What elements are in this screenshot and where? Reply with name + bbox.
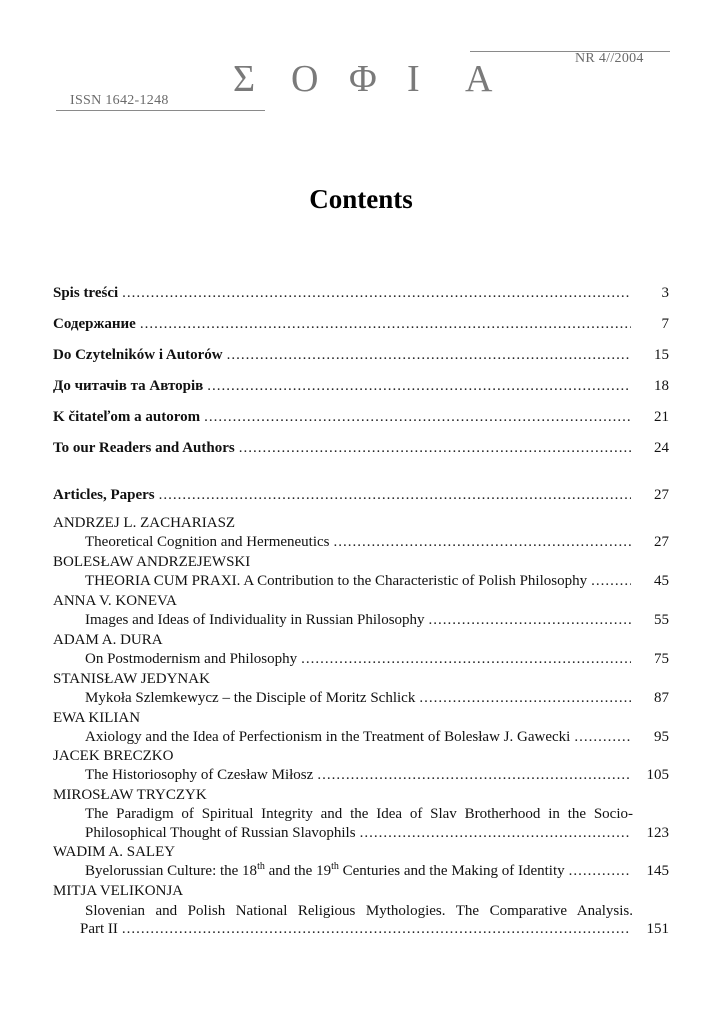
issn-label: ISSN 1642-1248 bbox=[70, 93, 169, 108]
issn-rule bbox=[56, 110, 265, 111]
article-author: JACEK BRECZKO bbox=[53, 748, 174, 764]
toc-section-title: Articles, Papers bbox=[53, 487, 155, 503]
article-title-line: Slovenian and Polish National Religious Mythologies. The Comparative Analysis. bbox=[85, 903, 633, 919]
article-entry[interactable] bbox=[85, 726, 669, 746]
article-page: 151 bbox=[646, 921, 669, 937]
title-part: Byelorussian Culture: the 18 bbox=[85, 863, 258, 879]
toc-entry-title: Spis treści bbox=[53, 285, 119, 301]
article-entry[interactable] bbox=[85, 648, 669, 668]
leader-dots bbox=[159, 486, 631, 504]
article-page: 145 bbox=[646, 863, 669, 879]
article-page: 123 bbox=[646, 825, 669, 841]
article-page: 55 bbox=[654, 612, 669, 628]
article-entry[interactable] bbox=[85, 570, 669, 590]
toc-section-articles[interactable] bbox=[53, 484, 669, 504]
masthead-letter: Φ bbox=[349, 58, 377, 100]
leader-dots bbox=[591, 572, 631, 590]
masthead-letter: Ι bbox=[407, 58, 420, 100]
leader-dots bbox=[239, 439, 631, 457]
toc-entry-page: 15 bbox=[654, 347, 669, 363]
article-title: Axiology and the Idea of Perfectionism in the Treatment of Bolesław J. Gawecki bbox=[85, 729, 571, 745]
toc-entry-page: 21 bbox=[654, 409, 669, 425]
superscript: th bbox=[257, 861, 265, 872]
toc-entry-soderzhanie[interactable] bbox=[53, 313, 669, 333]
journal-masthead bbox=[233, 57, 523, 101]
leader-dots bbox=[317, 766, 631, 784]
toc-entry-do-czytelnikow[interactable] bbox=[53, 344, 669, 364]
leader-dots bbox=[569, 862, 631, 880]
leader-dots bbox=[204, 408, 631, 426]
leader-dots bbox=[207, 377, 631, 395]
leader-dots bbox=[140, 315, 631, 333]
article-title-line: The Paradigm of Spiritual Integrity and the Idea of Slav Brotherhood in the Socio- bbox=[85, 806, 633, 822]
article-title: Philosophical Thought of Russian Slavophils bbox=[85, 825, 356, 841]
article-author: STANISŁAW JEDYNAK bbox=[53, 671, 210, 687]
superscript: th bbox=[331, 861, 339, 872]
article-entry[interactable] bbox=[85, 822, 669, 842]
article-author: EWA KILIAN bbox=[53, 710, 141, 726]
masthead-letter: Σ bbox=[233, 58, 256, 100]
article-author: ADAM A. DURA bbox=[53, 632, 163, 648]
article-page: 45 bbox=[654, 573, 669, 589]
article-author: BOLESŁAW ANDRZEJEWSKI bbox=[53, 554, 251, 570]
leader-dots bbox=[122, 284, 631, 302]
leader-dots bbox=[360, 824, 631, 842]
article-author: MITJA VELIKONJA bbox=[53, 883, 184, 899]
article-page: 95 bbox=[654, 729, 669, 745]
leader-dots bbox=[227, 346, 631, 364]
article-title: THEORIA CUM PRAXI. A Contribution to the Characteristic of Polish Philosophy bbox=[85, 573, 588, 589]
toc-section-page: 27 bbox=[654, 487, 669, 503]
toc-entry-page: 18 bbox=[654, 378, 669, 394]
leader-dots bbox=[301, 650, 631, 668]
leader-dots bbox=[419, 689, 631, 707]
toc-entry-do-chytachiv[interactable] bbox=[53, 375, 669, 395]
article-author: ANNA V. KONEVA bbox=[53, 593, 177, 609]
toc-entry-title: To our Readers and Authors bbox=[53, 440, 235, 456]
toc-entry-page: 7 bbox=[661, 316, 669, 332]
toc-entry-k-citatelom[interactable] bbox=[53, 406, 669, 426]
article-title bbox=[85, 862, 565, 880]
article-page: 105 bbox=[646, 767, 669, 783]
toc-entry-to-our-readers[interactable] bbox=[53, 437, 669, 457]
leader-dots bbox=[429, 611, 631, 629]
article-author: WADIM A. SALEY bbox=[53, 844, 176, 860]
toc-entry-title: Do Czytelników i Autorów bbox=[53, 347, 223, 363]
title-part: and the 19 bbox=[264, 863, 332, 879]
leader-dots bbox=[334, 533, 631, 551]
article-title: The Historiosophy of Czesław Miłosz bbox=[85, 767, 314, 783]
article-entry[interactable] bbox=[85, 609, 669, 629]
leader-dots bbox=[122, 920, 631, 938]
toc-entry-title: K čitateľom a autorom bbox=[53, 409, 201, 425]
leader-dots bbox=[574, 728, 631, 746]
article-entry[interactable] bbox=[85, 687, 669, 707]
article-entry[interactable] bbox=[85, 764, 669, 784]
article-title: Theoretical Cognition and Hermeneutics bbox=[85, 534, 330, 550]
issue-number: NR 4//2004 bbox=[575, 51, 644, 66]
article-title: Images and Ideas of Individuality in Russian Philosophy bbox=[85, 612, 425, 628]
article-entry[interactable] bbox=[85, 860, 669, 880]
article-title: On Postmodernism and Philosophy bbox=[85, 651, 298, 667]
page-title: Contents bbox=[309, 184, 413, 214]
article-entry[interactable] bbox=[80, 918, 669, 938]
article-title: Part II bbox=[80, 921, 118, 937]
toc-entry-page: 3 bbox=[661, 285, 669, 301]
toc-entry-spis-tresci[interactable] bbox=[53, 282, 669, 302]
article-author: MIROSŁAW TRYCZYK bbox=[53, 787, 207, 803]
article-page: 75 bbox=[654, 651, 669, 667]
article-entry[interactable] bbox=[85, 531, 669, 551]
article-page: 27 bbox=[654, 534, 669, 550]
masthead-letter: Α bbox=[465, 58, 493, 100]
toc-entry-title: До читачів та Авторів bbox=[53, 378, 204, 394]
toc-entry-title: Содержание bbox=[53, 316, 136, 332]
article-page: 87 bbox=[654, 690, 669, 706]
article-author: ANDRZEJ L. ZACHARIASZ bbox=[53, 515, 236, 531]
title-part: Centuries and the Making of Identity bbox=[338, 863, 565, 879]
article-title: Mykoła Szlemkewycz – the Disciple of Moritz Schlick bbox=[85, 690, 416, 706]
toc-entry-page: 24 bbox=[654, 440, 669, 456]
masthead-letter: Ο bbox=[291, 58, 319, 100]
